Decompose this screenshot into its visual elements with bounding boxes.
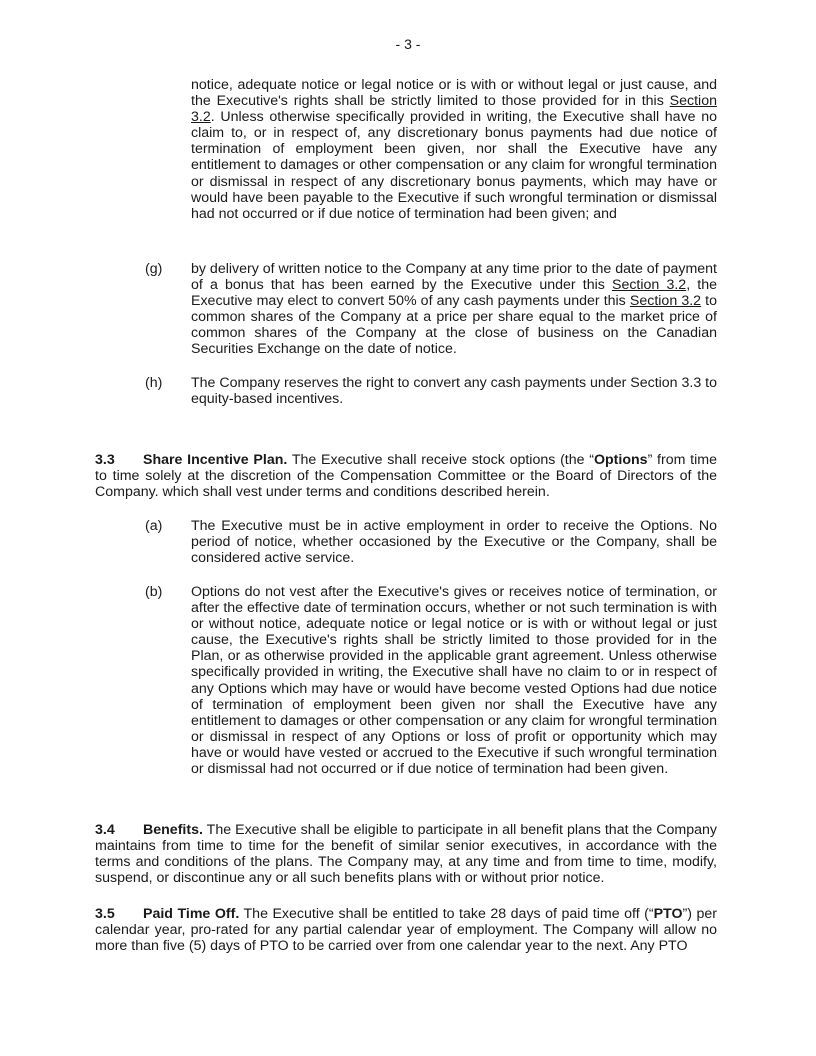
continuation-paragraph	[191, 77, 717, 222]
item-text-b: Options do not vest after the Executive's gives or receives notice of termination, or after the effective date of termination occurs, whether or not such termination is with or without notice, adequate notice or legal notice or is with or without legal or just cause, the Executive's rights shall be strictly limited to those provided for in the Plan, or as otherwise provided in the applicable grant agreement. Unless otherwise specifically provided in writing, the Executive shall have no claim to or in respect of any Options which may have or would have become vested Options had due notice of termination of employment been given nor shall the Executive have any entitlement to damages or other compensation or any claim for wrongful termination or dismissal in respect of any Options or loss of profit or opportunity which may have or would have vested or accrued to the Executive if such wrongful termination or dismissal had not occurred or if due notice of termination had been given.	[191, 584, 717, 778]
page-number: - 3 -	[395, 36, 421, 52]
item-label-a: (a)	[145, 518, 163, 534]
list-item-b	[145, 584, 717, 777]
list-item-g	[145, 261, 717, 358]
section-heading: Benefits.	[143, 822, 203, 838]
section-3-3: 3.3 Share Incentive Plan. The Executive shall receive stock options (the “Options” from time to time solely at the discretion of the Compensation Committee or the Board of Directors of the Company. which shall vest under terms and conditions described herein.	[95, 452, 717, 501]
section-heading: Share Incentive Plan.	[143, 452, 288, 468]
continuation-text-1: notice, adequate notice or legal notice or is with or without legal or just cause, and the Executive's rights shall be strictly limited to those provided for in this	[191, 77, 717, 110]
section-heading: Paid Time Off.	[143, 906, 240, 922]
item-label-h: (h)	[145, 375, 163, 391]
list-item-a	[145, 518, 717, 566]
section-3-2-reference: Section 3.2	[629, 293, 702, 310]
section-3-4: 3.4 Benefits. The Executive shall be eligible to participate in all benefit plans that the Company maintains from time to time for the benefit of similar senior executives, in accordance with the terms and conditions of the plans. The Company may, at any time and from time to time, modify, suspend, or discontinue any or all such benefits plans with or without prior notice.	[95, 822, 717, 887]
section-3-5: 3.5 Paid Time Off. The Executive shall be entitled to take 28 days of paid time off (“PTO”) per calendar year, pro-rated for any partial calendar year of employment. The Company will allow no more than five (5) days of PTO to be carried over from one calendar year to the next. Any PTO	[95, 906, 717, 955]
item-label-g: (g)	[145, 261, 163, 277]
section-3-2-reference: Section 3.2	[191, 93, 717, 126]
item-text-h: The Company reserves the right to convert any cash payments under Section 3.3 to equity-based incentives.	[191, 375, 718, 408]
continuation-text-2: . Unless otherwise specifically provided in writing, the Executive shall have no claim to, or in respect of, any discretionary bonus payments had due notice of termination of employment been given, nor shall the Executive have any entitlement to damages or other compensation or any claim for wrongful termination or dismissal in respect of any discretionary bonus payments, which may have or would have been payable to the Executive if such wrongful termination or dismissal had not occurred or if due notice of termination had been given; and	[191, 109, 717, 222]
list-item-h	[145, 375, 717, 407]
section-number: 3.3	[95, 452, 115, 468]
defined-term: Options	[593, 452, 648, 468]
item-text-g: by delivery of written notice to the Company at any time prior to the date of payment of a bonus that has been earned by the Executive under this Section 3.2, the Executive may elect to convert 50% of any cash payments under this Section 3.2 to common shares of the Company at a price per share equal to the market price of common shares of the Company at the close of business on the Canadian Securities Exchange on the date of notice.	[191, 261, 717, 358]
item-label-b: (b)	[145, 584, 163, 600]
section-number: 3.4	[95, 822, 115, 838]
section-3-2-reference: Section 3.2	[611, 277, 687, 294]
section-number: 3.5	[95, 906, 115, 922]
defined-term: PTO	[653, 906, 683, 922]
item-text-a: The Executive must be in active employment in order to receive the Options. No period of notice, whether occasioned by the Executive or the Company, shall be considered active service.	[191, 518, 717, 567]
